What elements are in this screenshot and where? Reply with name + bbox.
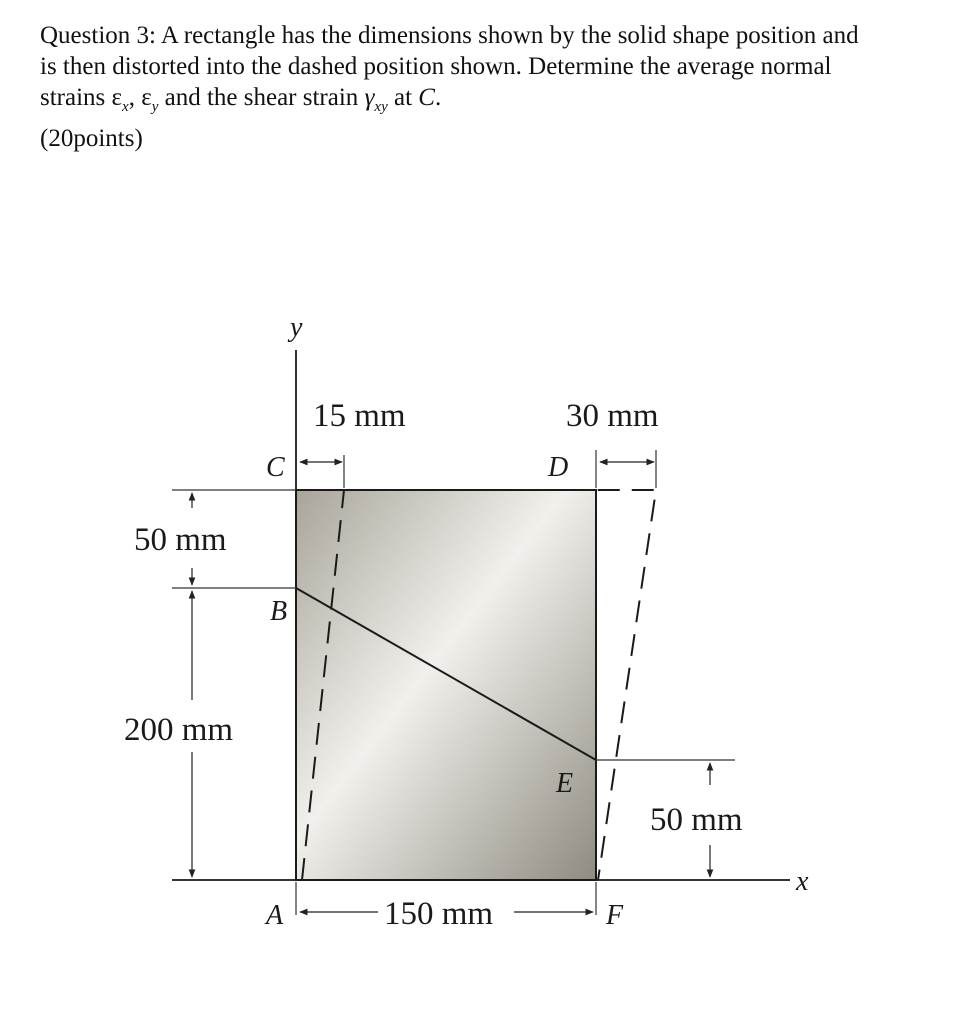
dim-50mm-right-label: 50 mm	[650, 802, 743, 838]
question-line-2: is then distorted into the dashed position shown. Determine the average normal	[40, 53, 832, 80]
y-axis-label: y	[290, 312, 303, 343]
x-axis-label: x	[796, 866, 809, 897]
point-e-label: E	[556, 768, 574, 799]
dim-15mm-label: 15 mm	[313, 398, 406, 434]
point-d-label: D	[548, 452, 569, 483]
point-f-label: F	[606, 900, 624, 931]
question-line-3: strains $\varepsilon_x$, $\varepsilon_y$ and the shear strain $\gamma_{xy}$ at C.	[40, 84, 442, 115]
point-a-label: A	[266, 900, 284, 931]
point-c-label: C	[266, 452, 285, 483]
dim-150mm-label: 150 mm	[384, 896, 494, 932]
point-b-label: B	[270, 596, 288, 627]
dim-50mm-left-label: 50 mm	[134, 522, 227, 558]
dim-30mm-label: 30 mm	[566, 398, 659, 434]
question-points: (20points)	[40, 125, 143, 152]
solid-rectangle	[296, 490, 596, 880]
question-line-1: Question 3: A rectangle has the dimensions shown by the solid shape position and	[40, 22, 859, 49]
dim-200mm-label: 200 mm	[124, 712, 234, 748]
